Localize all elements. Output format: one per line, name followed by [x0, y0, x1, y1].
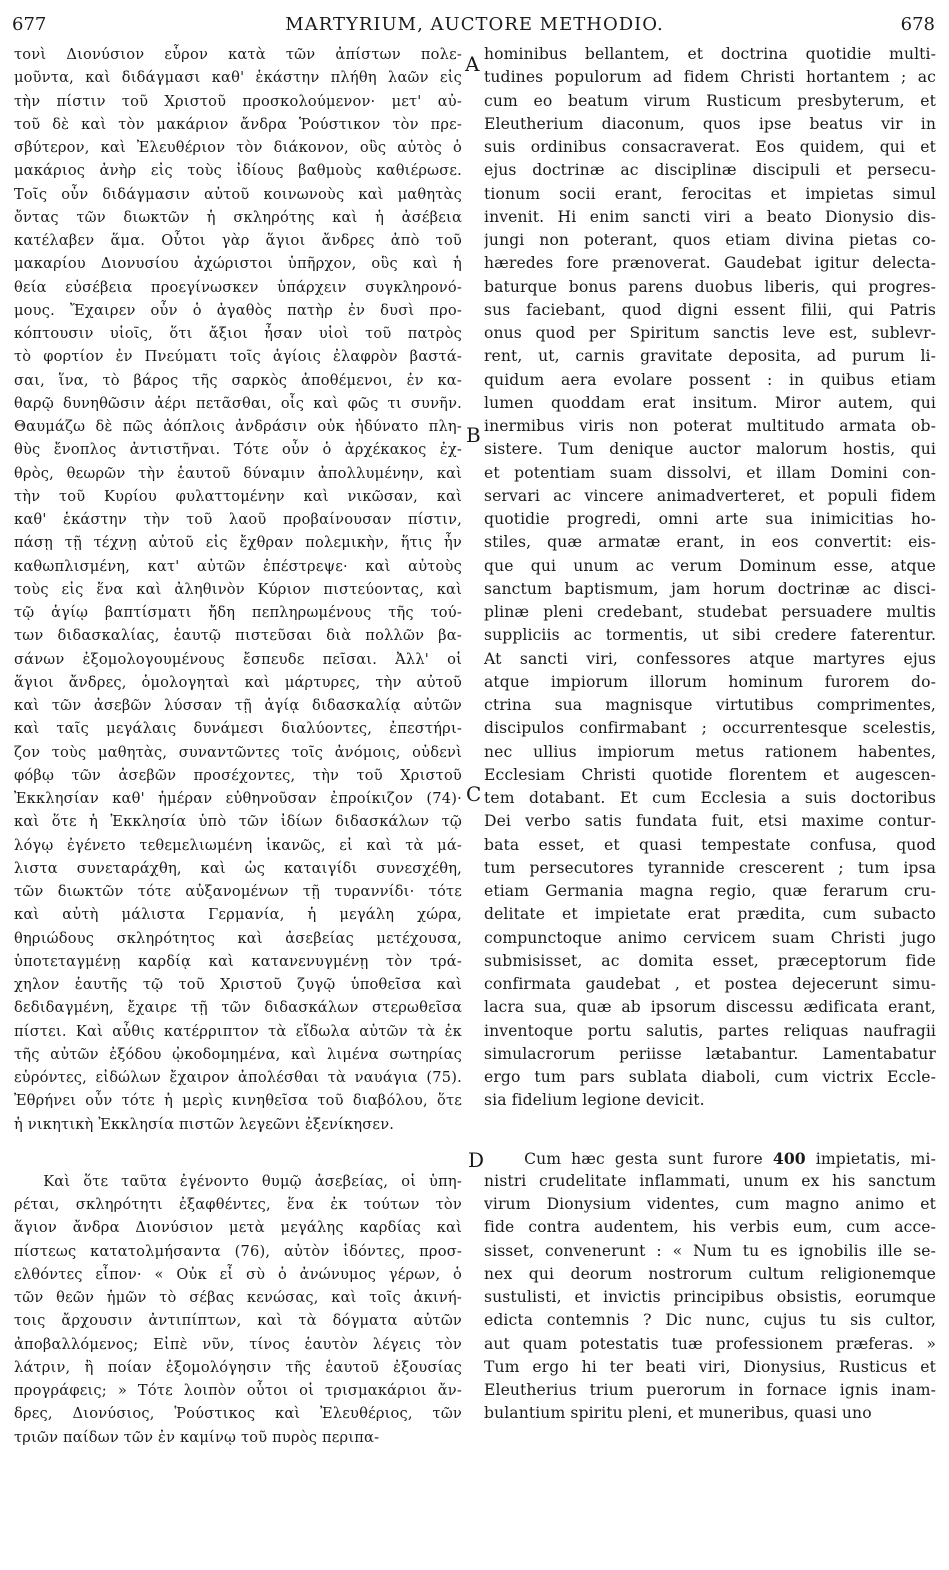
text-line: inventoque portu salutis, partes reliquas naufragii	[484, 1021, 936, 1040]
text-line: ὑποτεταγμένῃ καρδίᾳ καὶ κατανενυγμένῃ τὸν τρά-	[14, 952, 462, 970]
text-line: κατέλαβεν ἅμα. Οὗτοι γὰρ ἅγιοι ἄνδρες ἀπὸ τοῦ	[14, 232, 462, 249]
text-line: Τοῖς οὖν διδάγμασιν αὐτοῦ κοινωνοὺς καὶ μαθητὰς	[14, 185, 462, 203]
text-line: et potentiam suam dissolvi, et illam Domini con-	[484, 463, 936, 482]
line-text: impietatis, mi-	[805, 1149, 936, 1168]
page-number-left: 677	[12, 14, 47, 35]
text-line: confirmata gaudebat , et postea dejecerunt simu-	[484, 975, 936, 993]
text-line: σάνων ἐξομολογουμένους ἔσπευδε πεῖσαι. Ἀλλ' οἱ	[14, 650, 462, 668]
text-line: tum persecutores tyrannide crescerent ; tum ipsa	[484, 858, 936, 877]
text-line: lacra sua, quæ ab ipsorum discessu ædificata erant,	[484, 998, 936, 1017]
text-line: θαρῷ δυνηθῶσιν ἀέρι πετᾶσθαι, οἷς καὶ φῶς τι συνῆν.	[14, 394, 462, 412]
text-line: δρες, Διονύσιος, Ῥούστικος καὶ Ἐλευθέριος, τῶν	[14, 1405, 462, 1423]
text-line: τῶν διωκτῶν τότε αὐξανομένων τῇ τυραννίδι· τότε	[14, 883, 462, 900]
text-line: προγράφεις; » Τότε λοιπὸν οὗτοι οἱ τρισμακάριοι ἄν-	[14, 1382, 462, 1399]
text-line: λιστα συνεταράχθη, καὶ ὡς καταιγίδι συνεσχέθη,	[14, 859, 462, 877]
text-line: Ἐθρήνει οὖν τότε ἡ μερὶς κινηθεῖσα τοῦ διαβόλου, ὅτε	[14, 1092, 462, 1110]
text-line: εὑρόντες, εἰδώλων ἔχαιρον ἀπολέσθαι τὰ ναυάγια (75).	[14, 1069, 462, 1086]
text-line: suis ordinibus consacraverat. Eos quidem, qui et	[484, 138, 936, 156]
text-line: Ἐκκλησίαν καθ' ἡμέραν εὐθηνοῦσαν ἐπροίκιζον (74)·	[14, 790, 462, 807]
text-line: stiles, quæ armatæ erant, in eos convertit: eis-	[484, 533, 936, 552]
text-line: ctrina sua magnisque virtutibus comprimentes,	[484, 696, 936, 714]
text-line: rent, ut, carnis gravitate deposita, ad purum li-	[484, 347, 936, 366]
text-line: atque impiorum illorum hominum furorem do-	[484, 672, 936, 691]
text-line: discipulos confirmabant ; occurrentesque scelestis,	[484, 719, 936, 738]
text-line: πάσῃ τῇ τέχνῃ αὐτοῦ εἰς ἔχθραν πολεμικὴν, ἥτις ἦν	[14, 534, 462, 552]
text-line: Θαυμάζω δὲ πῶς ἀόπλοις ἀνδράσιν οὐκ ἠδύνατο πλη-	[14, 418, 462, 435]
text-line: suppliciis ac tormentis, ut sibi credere faterentur.	[484, 626, 936, 645]
text-line: ὄντας τῶν διωκτῶν ἡ σκληρότης καὶ ἡ ἀσέβεια	[14, 208, 462, 226]
text-line: baturque bonus parens duobus liberis, qui progres-	[484, 277, 936, 296]
section-marker-d: D	[468, 1148, 485, 1172]
text-line: At sancti viri, confessores atque martyres ejus	[484, 649, 936, 668]
latin-paragraph-1	[484, 43, 936, 1113]
text-line: nec ullius impiorum metus rationem habentes,	[484, 742, 936, 761]
page-header	[0, 0, 949, 40]
paragraph-gap	[484, 1113, 936, 1147]
text-line: σαι, ἵνα, τὸ βάρος τῆς σαρκὸς ἀποθέμενοι, ἐν κα-	[14, 371, 462, 389]
text-line: hominibus bellantem, et doctrina quotidie multi-	[484, 45, 936, 63]
page-number-right: 678	[900, 14, 935, 35]
text-line: θὺς ἔνοπλος ἀντιστῆναι. Τότε οὖν ὁ ἀρχέκακος ἐχ-	[14, 441, 462, 459]
text-line: tudines populorum ad fidem Christi hortantem ; ac	[484, 68, 936, 87]
latin-column	[484, 43, 936, 1426]
text-line: que qui unum ac verum Dominum esse, atque	[484, 556, 936, 575]
text-line: τῆς αὐτῶν ἐξόδου ᾠκοδομημένα, καὶ λιμένα σωτηρίας	[14, 1045, 462, 1063]
text-line: τῶν θεῶν ἡμῶν τὸ σέβας κενώσας, καὶ τοῖς ἀκινή-	[14, 1289, 462, 1306]
text-line: sustulisti, et invictis principibus obsistis, eorumque	[484, 1288, 936, 1306]
text-line: τοὺς εἰς ἕνα καὶ ἀληθινὸν Κύριον πιστεύοντας, καὶ	[14, 580, 462, 598]
text-line: ζον τοὺς μαθητὰς, συναντῶντες τοῖς ἀνόμοις, οὐδενὶ	[14, 743, 462, 761]
text-line: σβύτερον, καὶ Ἐλευθέριον τὸν διάκονον, οὓς αὐτὸς ὁ	[14, 139, 462, 156]
text-line: θηριώδους σκληρότητος καὶ ἀσεβείας μετέχουσα,	[14, 929, 462, 947]
greek-column	[14, 43, 462, 1449]
text-line: lumen quoddam erat insitum. Miror autem, qui	[484, 393, 936, 412]
text-line: edicta contemnis ? Dic nunc, cujus tu sis cultor,	[484, 1311, 936, 1330]
text-line: sus faciebant, quod digni essent filii, qui Patris	[484, 300, 936, 319]
text-line: τονὶ Διονύσιον εὗρον κατὰ τῶν ἀπίστων πολε-	[14, 46, 462, 63]
text-line: hæredes fore prænoverat. Gaudebat igitur delecta-	[484, 254, 936, 273]
text-line: quotidie progredi, omni arte sua inimicitias ho-	[484, 510, 936, 528]
text-line: simulacrorum periisse lætabantur. Lamentabatur	[484, 1044, 936, 1063]
text-line: μους. Ἔχαιρεν οὖν ὁ ἀγαθὸς πατὴρ ἐν δυσὶ προ-	[14, 301, 462, 319]
greek-paragraph-2	[14, 1170, 462, 1449]
paragraph-gap	[14, 1136, 462, 1170]
text-line: μακάριος ἀνὴρ εἰς τοὺς ἰδίους βαθμοὺς καθιέρωσε.	[14, 162, 462, 180]
text-line: θεία εὐσέβεια προεγίνωσκεν ὑπάρχειν συγκληρονό-	[14, 278, 462, 296]
running-title: MARTYRIUM, AUCTORE METHODIO.	[285, 14, 664, 35]
text-line: ρέται, σκληρότητι ἐξαφθέντες, ἕνα ἐκ τούτων τὸν	[14, 1196, 462, 1213]
text-line: Ecclesiam Christi quotide florentem et augescen-	[484, 765, 936, 784]
text-line: servari ac vincere animadverteret, et populi fidem	[484, 486, 936, 505]
greek-paragraph-1	[14, 43, 462, 1136]
text-line: sia fidelium legione devicit.	[484, 1091, 705, 1110]
text-line: compunctoque animo cervicem suam Christi jugo	[484, 928, 936, 947]
text-line: ἅγιοι ἄνδρες, ὁμολογηταὶ καὶ μάρτυρες, τὴν αὐτοῦ	[14, 673, 462, 691]
text-line: tem dotabant. Et cum Ecclesia a suis doctoribus	[484, 789, 936, 807]
text-line: καὶ τῶν ἀσεβῶν λύσσαν τῇ ἁγίᾳ διδασκαλίᾳ αὐτῶν	[14, 697, 462, 714]
section-marker-c: C	[466, 782, 482, 806]
text-line: φόβῳ τῶν ἀσεβῶν προσέχοντες, τὴν τοῦ Χριστοῦ	[14, 766, 462, 784]
text-line: ἡ νικητικὴ Ἐκκλησία πιστῶν λεγεῶνι ἐξενίκησεν.	[14, 1115, 395, 1133]
latin-paragraph-2	[484, 1147, 936, 1426]
text-line: sanctum baptismum, jam horum doctrinæ ac disci-	[484, 579, 936, 598]
text-line: inermibus viris non poterat multitudo armata ob-	[484, 417, 936, 435]
text-line: τῷ ἁγίῳ βαπτίσματι ἤδη πεπληρωμένους τῆς τού-	[14, 604, 462, 621]
text-line: sisset, convenerunt : « Num tu es ignobilis ille se-	[484, 1241, 936, 1260]
text-line: μοῦντα, καὶ διδάγμασι καθ' ἑκάστην πλήθη λαῶν εἰς	[14, 69, 462, 87]
text-line: etiam Germania magna regio, quæ ferarum cru-	[484, 882, 936, 900]
text-line: aut quam potestatis tuæ professionem præferas. »	[484, 1334, 936, 1353]
text-line: plinæ pleni credebant, studebat persuadere multis	[484, 603, 936, 621]
text-line: τὴν τοῦ Κυρίου φυλαττομένην καὶ νικῶσαν, καὶ	[14, 487, 462, 505]
text-line: πίστεως κατατολμήσαντα (76), αὐτὸν ἰδόντες, προσ-	[14, 1242, 462, 1260]
text-line: λάτριν, ἢ ποίαν ἐξομολόγησιν τῆς ἑαυτοῦ ἐξουσίας	[14, 1358, 462, 1376]
text-line: tionum socii erant, ferocitas et impietas simul	[484, 184, 936, 203]
text-line: jungi non poterant, quos etiam divina pietas co-	[484, 231, 936, 249]
text-line: λόγῳ ἐγένετο τεθεμελιωμένη ἱκανῶς, εἰ καὶ τὰ μά-	[14, 836, 462, 854]
text-line: delitate et impietate erat prædita, cum subacto	[484, 905, 936, 924]
text-line: καθωπλισμένη, κατ' αὐτῶν ἐπέστρεψε· καὶ αὐτοὺς	[14, 557, 462, 575]
text-line: κόπτουσιν υἱοῖς, ὅτι ἄξιοι ἦσαν υἱοὶ τοῦ πατρὸς	[14, 325, 462, 342]
section-marker-b: B	[466, 423, 481, 447]
text-line: τὴν πίστιν τοῦ Χριστοῦ προσκολούμενον· μετ' αὐ-	[14, 92, 462, 110]
text-line: ergo tum pars sublata diaboli, cum victrix Eccle-	[484, 1068, 936, 1086]
text-line: nistri crudelitate inflammati, unum ex his sanctum	[484, 1171, 936, 1190]
text-line: δεδιδαγμένη, ἔχαιρε τῇ τῶν διδασκάλων στερωθεῖσα	[14, 999, 462, 1017]
text-line: submisisset, ac domita esset, præceptorum fide	[484, 951, 936, 970]
text-line: καθ' ἑκάστην τὴν τοῦ λαοῦ προβαίνουσαν πίστιν,	[14, 511, 462, 528]
text-line: Dei verbo satis fundata fuit, etsi maxime contur-	[484, 812, 936, 831]
text-line: καὶ αὐτὴ μάλιστα Γερμανία, ἡ μεγάλη χώρα,	[14, 906, 462, 924]
text-line: quidum aera evolare possent : in quibus etiam	[484, 370, 936, 389]
text-line: χηλον ἑαυτῆς τῷ τοῦ Χριστοῦ ζυγῷ ὑποθεῖσα καὶ	[14, 976, 462, 993]
text-line	[484, 1147, 936, 1170]
text-line: cum eo beatum virum Rusticum presbyterum, et	[484, 91, 936, 110]
text-line: onus quod per Spiritum sanctis leve est, sublevr-	[484, 324, 936, 342]
text-line: τοις ἄρχουσιν ἀντιπίπτων, καὶ τὰ δόγματα αὐτῶν	[14, 1312, 462, 1330]
text-line: invenit. Hi enim sancti viri a beato Dionysio dis-	[484, 207, 936, 226]
text-line: sistere. Tum denique auctor malorum hostis, qui	[484, 440, 936, 459]
text-line: τριῶν παίδων τῶν ἐν καμίνῳ τοῦ πυρὸς περιπα-	[14, 1428, 380, 1446]
text-line: ejus doctrinæ ac disciplinæ discipuli et persecu-	[484, 161, 936, 180]
text-line: Eleutherius trium puerorum in fornace ignis inam-	[484, 1381, 936, 1399]
text-line: ἅγιον ἄνδρα Διονύσιον μετὰ μεγάλης καρδίας καὶ	[14, 1219, 462, 1237]
text-line: θρὸς, θεωρῶν τὴν ἑαυτοῦ δύναμιν ἀπολλυμένην, καὶ	[14, 464, 462, 482]
text-line: ἀποβαλλόμενος; Εἰπὲ νῦν, τίνος ἑαυτὸν λέγεις τὸν	[14, 1335, 462, 1353]
text-line: Tum ergo hi ter beati viri, Dionysius, Rusticus et	[484, 1357, 936, 1376]
section-marker-a: A	[465, 52, 480, 76]
text-line: ελθόντες εἶπον· « Οὐκ εἶ σὺ ὁ ἀνώνυμος γέρων, ὁ	[14, 1265, 462, 1283]
inline-page-number: 400	[772, 1148, 806, 1168]
text-line: πίστει. Καὶ αὖθις κατέρριπτον τὰ εἴδωλα αὐτῶν τὰ ἐκ	[14, 1022, 462, 1040]
text-line: bulantium spiritu pleni, et muneribus, quasi uno	[484, 1404, 872, 1423]
text-line: καὶ ταῖς μεγάλαις δυνάμεσι διαλύοντες, ἐπεστήρι-	[14, 720, 462, 738]
text-line: virum Dionysium videntes, cum magno animo et	[484, 1195, 936, 1213]
text-line: τοῦ δὲ καὶ τὸν μακάριον ἄνδρα Ῥούστικον τὸν πρε-	[14, 115, 462, 133]
text-line: καὶ ὅτε ἡ Ἐκκλησία ὑπὸ τῶν ἰδίων διδασκάλων τῷ	[14, 813, 462, 831]
text-line: Eleutherium diaconum, quos ipse beatus vir in	[484, 114, 936, 133]
text-line: Καὶ ὅτε ταῦτα ἐγένοντο θυμῷ ἀσεβείας, οἱ ὑπη-	[43, 1172, 462, 1190]
line-text: Cum hæc gesta sunt furore	[524, 1149, 773, 1168]
text-line: των διδασκαλίας, ἑαυτῷ πιστεῦσαι διὰ πολλῶν βα-	[14, 627, 462, 645]
text-line: nex qui deorum nostrorum cultum religionemque	[484, 1264, 936, 1283]
text-line: bata esset, et quasi tempestate confusa, quod	[484, 835, 936, 854]
text-line: τὸ φορτίον ἐν Πνεύματι τοῖς ἁγίοις ἐλαφρὸν βαστά-	[14, 348, 462, 366]
text-line: μακαρίου Διονυσίου ἀχώριστοι ὑπῆρχον, οὓς καὶ ἡ	[14, 255, 462, 273]
text-line: fide contra audentem, his verbis eum, cum acce-	[484, 1218, 936, 1237]
